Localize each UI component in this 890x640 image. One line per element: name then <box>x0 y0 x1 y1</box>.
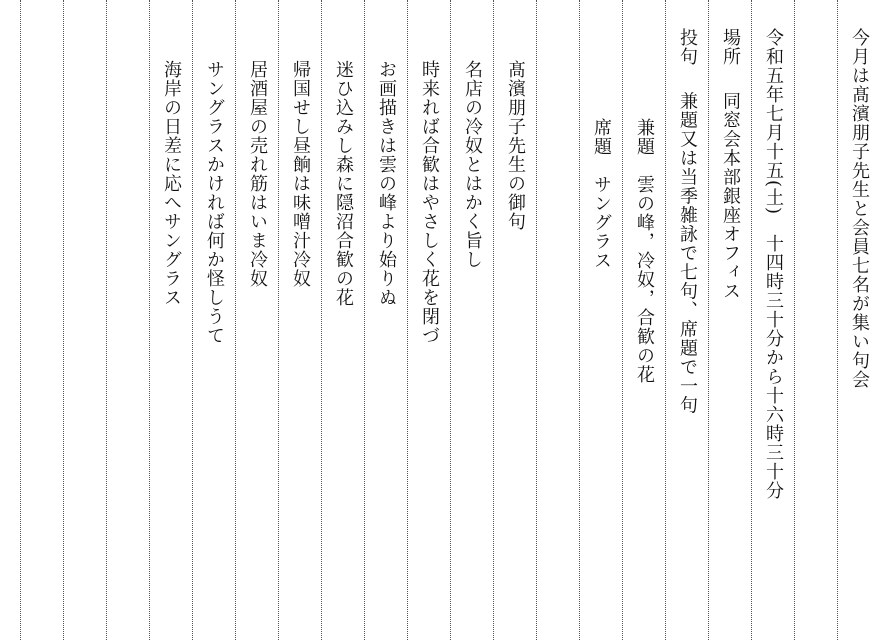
haiku-line: 居酒屋の売れ筋はいま冷奴 <box>247 60 268 288</box>
intro-line: 今月は髙濱朋子先生と会員七名が集い句会 <box>849 28 870 389</box>
haiku-heading: 髙濱朋子先生の御句 <box>505 60 526 231</box>
sekidai-line: 席題 サングラス <box>591 118 612 270</box>
haiku-line: 海岸の日差に応へサングラス <box>161 60 182 307</box>
haiku-line: 名店の冷奴とはかく旨し <box>462 60 483 269</box>
haiku-line: 帰国せし昼餉は味噌汁冷奴 <box>290 60 311 288</box>
haiku-line: 時来れば合歓はやさしく花を閉づ <box>419 60 440 345</box>
kendai-line: 兼題 雲の峰，冷奴，合歓の花 <box>634 118 655 384</box>
ruling-line <box>63 0 64 640</box>
haiku-line: 迷ひ込みし森に隠沼合歓の花 <box>333 60 354 307</box>
blank-line <box>537 0 580 640</box>
haiku-line: サングラスかければ何か怪しうて <box>204 60 225 345</box>
haiku-line: お画描きは雲の峰より始りぬ <box>376 60 397 307</box>
venue-line: 場所 同窓会本部銀座オフィス <box>720 28 741 301</box>
ruling-line <box>106 0 107 640</box>
ruling-line <box>20 0 21 640</box>
submission-rule-line: 投句 兼題又は当季雑詠で七句、席題で一句 <box>677 28 698 415</box>
date-line: 令和五年七月十五(土) 十四時三十分から十六時三十分 <box>763 28 784 501</box>
